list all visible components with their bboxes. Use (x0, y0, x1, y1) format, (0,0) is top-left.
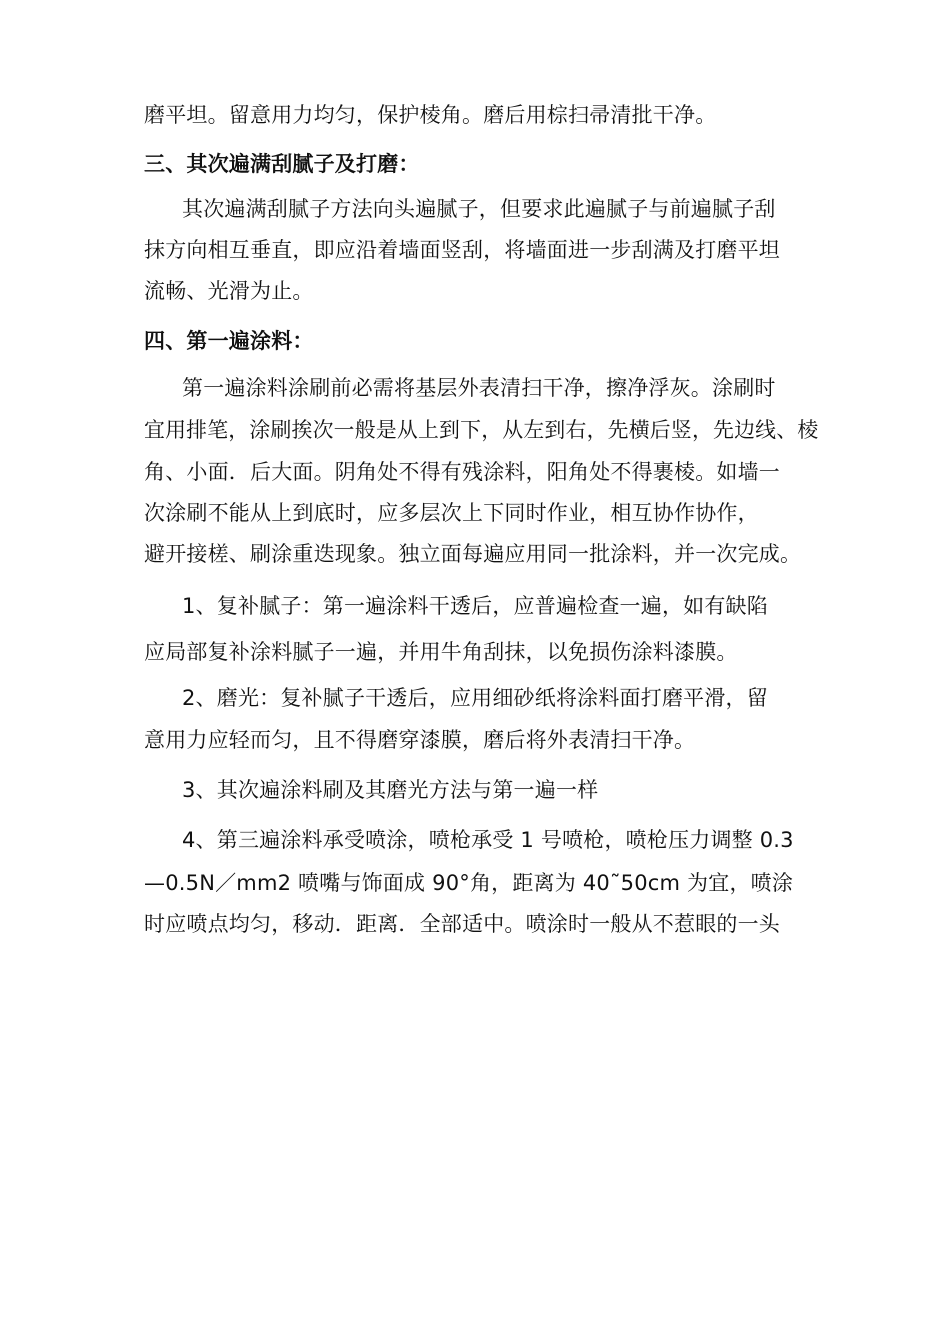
paragraph-line: 次涂刷不能从上到底时，应多层次上下同时作业，相互协作协作， (144, 501, 759, 525)
section-heading-3: 三、其次遍满刮腻子及打磨： (144, 152, 420, 176)
paragraph-line: 第一遍涂料涂刷前必需将基层外表清扫干净，擦净浮灰。涂刷时 (182, 376, 776, 400)
list-item-line: —0.5N／mm2 喷嘴与饰面成 90°角，距离为 40˜50cm 为宜，喷涂 (144, 871, 794, 895)
list-item-line: 时应喷点均匀，移动．距离．全部适中。喷涂时一般从不惹眼的一头 (144, 912, 780, 936)
list-item-line: 意用力应轻而匀，且不得磨穿漆膜，磨后将外表清扫干净。 (144, 728, 696, 752)
paragraph-line: 流畅、光滑为止。 (144, 279, 314, 303)
paragraph-line: 磨平坦。留意用力均匀，保护棱角。磨后用棕扫帚清批干净。 (144, 103, 717, 127)
paragraph-line: 宜用排笔，涂刷挨次一般是从上到下，从左到右，先横后竖，先边线、棱 (144, 418, 819, 442)
paragraph-line: 角、小面．后大面。阴角处不得有残涂料，阳角处不得裹棱。如墙一 (144, 460, 780, 484)
list-item-line: 3、其次遍涂料刷及其磨光方法与第一遍一样 (182, 778, 599, 802)
paragraph-line: 其次遍满刮腻子方法向头遍腻子，但要求此遍腻子与前遍腻子刮 (182, 197, 776, 221)
list-item-line: 4、第三遍涂料承受喷涂，喷枪承受 1 号喷枪，喷枪压力调整 0.3 (182, 828, 794, 852)
section-heading-4: 四、第一遍涂料： (144, 329, 314, 353)
list-item-line: 应局部复补涂料腻子一遍，并用牛角刮抹，以免损伤涂料漆膜。 (144, 640, 738, 664)
list-item-line: 2、磨光：复补腻子干透后，应用细砂纸将涂料面打磨平滑，留 (182, 686, 768, 710)
list-item-line: 1、复补腻子：第一遍涂料干透后，应普遍检查一遍，如有缺陷 (182, 594, 768, 618)
paragraph-line: 抹方向相互垂直，即应沿着墙面竖刮，将墙面进一步刮满及打磨平坦 (144, 238, 780, 262)
paragraph-line: 避开接槎、刷涂重迭现象。独立面每遍应用同一批涂料，并一次完成。 (144, 542, 802, 566)
